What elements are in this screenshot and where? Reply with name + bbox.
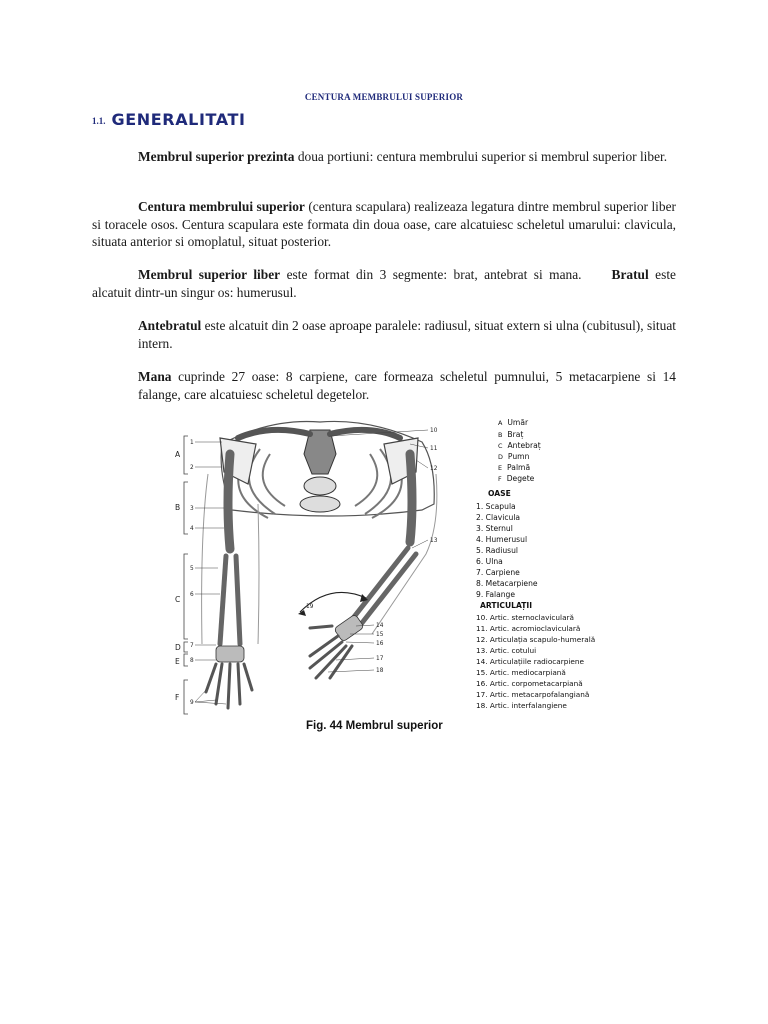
legend-joint: 13. Artic. cotului xyxy=(476,646,537,655)
bone-number: 5 xyxy=(190,566,194,572)
joint-number: 13 xyxy=(430,538,438,544)
region-letter: F xyxy=(175,693,180,702)
legend-bone: 4. Humerusul xyxy=(476,535,528,544)
legend-joint: 15. Artic. mediocarpiană xyxy=(476,668,566,677)
paragraph-mana xyxy=(138,368,676,403)
legend-region-a: A Umăr xyxy=(498,418,529,427)
legend-bone: 9. Falange xyxy=(476,590,516,599)
paragraph-text-bratul: este alcatuit dintr-un singur os: humerusul. xyxy=(92,267,677,300)
legend-joint: 18. Artic. interfalangiene xyxy=(476,701,567,710)
legend-region-e: E Palmă xyxy=(498,463,531,472)
legend-bone: 3. Sternul xyxy=(476,524,513,533)
legend-bones-heading: OASE xyxy=(488,489,511,498)
legend-region-d: D Pumn xyxy=(498,452,530,461)
legend-joint: 14. Articulațiile radiocarpiene xyxy=(476,657,585,666)
figure-caption: Fig. 44 Membrul superior xyxy=(306,720,443,732)
paragraph-text: este alcatuit din 2 oase aproape paralele: radiusul, situat extern si ulna (cubitusul), situat intern. xyxy=(138,318,676,351)
section-heading xyxy=(92,110,246,130)
joint-number: 16 xyxy=(376,641,384,647)
paragraph-lead: Antebratul xyxy=(138,318,202,333)
bone-number: 6 xyxy=(190,592,194,598)
legend-joint: 17. Artic. metacarpofalangiană xyxy=(476,690,590,699)
legend-bone: 1. Scapula xyxy=(476,502,516,511)
bone-number: 3 xyxy=(190,506,194,512)
paragraph-centura xyxy=(92,198,676,251)
legend-joint: 10. Artic. sternoclaviculară xyxy=(476,613,575,622)
region-letter: A xyxy=(175,450,181,459)
legend-region-c: C Antebraț xyxy=(498,441,541,450)
region-letter: C xyxy=(175,595,181,604)
joint-number: 12 xyxy=(430,466,438,472)
region-letter: B xyxy=(175,503,181,512)
bone-number: 8 xyxy=(190,658,194,664)
paragraph-lead: Mana xyxy=(138,369,172,384)
paragraph-membrul-superior xyxy=(92,148,676,166)
joint-number: 19 xyxy=(306,604,314,610)
paragraph-lead: Membrul superior liber xyxy=(138,267,281,282)
section-number: 1.1. xyxy=(92,116,106,127)
paragraph-text: este format din 3 segmente: brat, antebrat si mana. xyxy=(280,267,582,282)
legend-joint: 16. Artic. corpometacarpiană xyxy=(476,679,583,688)
legend-bone: 5. Radiusul xyxy=(476,546,519,555)
legend-bone: 2. Clavicula xyxy=(476,513,521,522)
legend-joint: 11. Artic. acromioclaviculară xyxy=(476,624,581,633)
figure-upper-limb xyxy=(160,414,640,739)
legend-region-f: F Degete xyxy=(498,474,535,483)
bone-number: 7 xyxy=(190,643,194,649)
region-letter: D xyxy=(175,643,181,652)
legend-joints-heading: ARTICULAȚII xyxy=(480,601,533,610)
paragraph-text: (centura scapulara) realizeaza legatura dintre membrul superior liber si toracele osos. Centura scapulara este formata din doua oase, care alcatuiesc scheletul umarului: clavicula, situata anterior si omoplatul, situat posterior. xyxy=(92,199,676,249)
paragraph-antebratul xyxy=(138,317,676,352)
bone-number: 1 xyxy=(190,440,194,446)
joint-number: 15 xyxy=(376,632,384,638)
section-title: GENERALITATI xyxy=(111,110,246,129)
joint-number: 10 xyxy=(430,428,438,434)
skeleton-diagram xyxy=(160,414,640,739)
paragraph-lead-bratul: Bratul xyxy=(611,267,649,282)
legend-bone: 8. Metacarpiene xyxy=(476,579,538,588)
bone-number: 9 xyxy=(190,700,194,706)
paragraph-text: cuprinde 27 oase: 8 carpiene, care formeaza scheletul pumnului, 5 metacarpiene si 14 falange, care alcatuiesc scheletul degetelor. xyxy=(138,369,676,402)
joint-number: 11 xyxy=(430,446,438,452)
joint-number: 14 xyxy=(376,623,384,629)
legend-joint: 12. Articulația scapulo-humerală xyxy=(476,635,596,644)
paragraph-membrul-liber xyxy=(92,266,676,301)
legend-region-b: B Braț xyxy=(498,430,524,439)
legend-bone: 6. Ulna xyxy=(476,557,503,566)
bone-number: 2 xyxy=(190,465,194,471)
paragraph-text: doua portiuni: centura membrului superior si membrul superior liber. xyxy=(294,149,668,164)
bone-number: 4 xyxy=(190,526,194,532)
paragraph-lead: Centura membrului superior xyxy=(138,199,305,214)
paragraph-lead: Membrul superior prezinta xyxy=(138,149,295,164)
page-title: CENTURA MEMBRULUI SUPERIOR xyxy=(304,92,464,102)
joint-number: 17 xyxy=(376,656,384,662)
region-letter: E xyxy=(175,657,180,666)
joint-number: 18 xyxy=(376,668,384,674)
legend-bone: 7. Carpiene xyxy=(476,568,520,577)
